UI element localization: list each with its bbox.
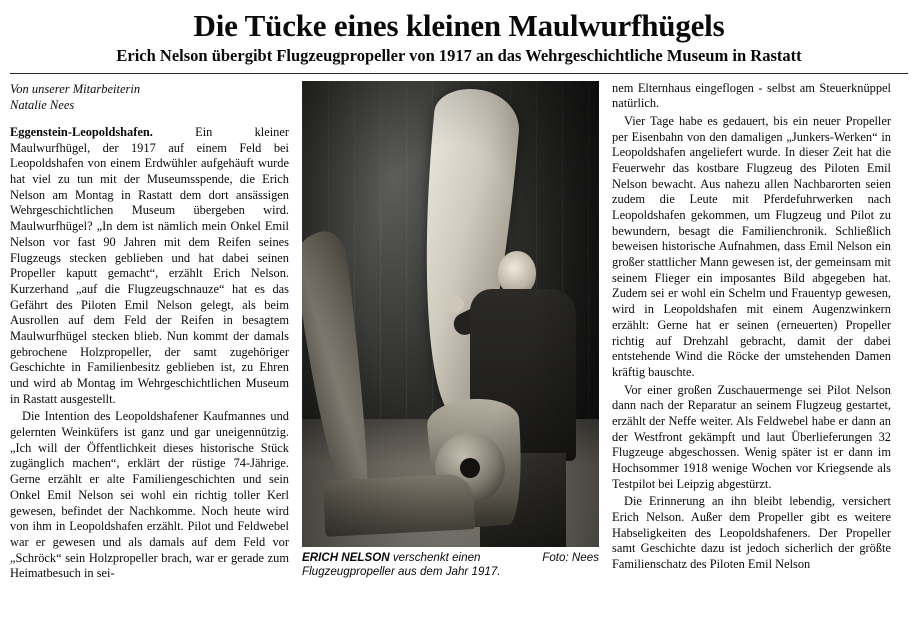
photo-vignette: [302, 81, 599, 547]
paragraph-text: Ein kleiner Maulwurfhügel, der 1917 auf einem Feld bei Leopoldshafen von einem Erdwühler aufgehäuft wurde hat viel zu tun mit der Museumsspende, die Erich Nelson am Montag in Rastatt dem dort ansässigen Wehrgeschichtlichen Museum übergeben wird. Maulwurfhügel? „In dem ist nämlich mein Onkel Emil Nelson vor fast 90 Jahren mit dem Reifen seines Flugzeugs stecken geblieben und hat dabei seinen Propeller kaputt gemacht“, erzählt Erich Nelson. Kurzerhand „auf die Flugzeugschnauze“ hat es das Gefährt des Piloten Emil Nelson gelegt, als beim Ausrollen auf dem Feld der Reifen in besagtem Maulwurfhügel stecken blieb. Nun kommt der damals gebrochene Holzpropeller, der samt zugehöriger Geschichte in Familienbesitz geblieben ist, zu Ehren und wird ab Montag im Wehrgeschichtlichen Museum in Rastatt ausgestellt.: [10, 125, 289, 406]
paragraph: Die Intention des Leopoldshafener Kaufmannes und gelernten Weinküfers ist ganz und gar uneigennützig. „Ich will der Öffentlichkeit dieses historische Stück zugänglich machen“, erklärt der rüstige 74-Jährige. Gerne erzählt er alte Familiengeschichten und sein Onkel Emil Nelson sei wohl ein richtig toller Kerl gewesen, befindet der Nachkomme. Noch heute wird von ihm in Leopoldshafen erzählt. Pilot und Feldwebel war er gewesen und als damals auf dem Feld vor „Schröck“ sein Holzpropeller brach, war er gerade zum Heimatbesuch in sei-: [10, 409, 289, 581]
paragraph: Vor einer großen Zuschauermenge sei Pilot Nelson dann nach der Reparatur an seinem Flugzeug gestartet, erzählt der Neffe weiter. Als Feldwebel habe er dann an der Westfront gekämpft und laut Überlieferungen 32 Flugzeuge abgeschossen. Wenig später ist er dann im Hochsommer 1918 wenige Wochen vor Kriegsende als Testpilot bei Leipzig abgestürzt.: [612, 382, 891, 491]
caption-subject: ERICH NELSON: [302, 550, 390, 564]
byline-line-2: Natalie Nees: [10, 97, 75, 112]
photo-caption: [302, 551, 599, 579]
paragraph: [10, 125, 289, 407]
byline-line-1: Von unserer Mitarbeiterin: [10, 81, 141, 96]
dateline: Eggenstein-Leopoldshafen.: [10, 125, 153, 140]
photo-wrap: [302, 81, 599, 579]
column-middle: [302, 81, 599, 579]
byline: [10, 81, 289, 114]
caption-text: verschenkt einen Flugzeugpropeller aus dem Jahr 1917.: [302, 550, 501, 578]
column-left: [10, 81, 289, 584]
paragraph: Die Erinnerung an ihn bleibt lebendig, versichert Erich Nelson. Außer dem Propeller gibt es weitere Habseligkeiten des Leopoldshafeners. Der Propeller samt Geschichte dazu ist jedoch sicherlich der größte Familienschatz des Piloten Emil Nelson: [612, 494, 891, 572]
article-subhead: Erich Nelson übergibt Flugzeugpropeller von 1917 an das Wehrgeschichtliche Museum in Rastatt: [116, 45, 802, 65]
column-right: [612, 81, 891, 575]
divider: [10, 73, 908, 74]
page-title: Die Tücke eines kleinen Maulwurfhügels: [193, 8, 725, 43]
article-photo: [302, 81, 599, 547]
paragraph: nem Elternhaus eingeflogen - selbst am Steuerknüppel natürlich.: [612, 80, 891, 111]
paragraph: Vier Tage habe es gedauert, bis ein neuer Propeller per Eisenbahn von den damaligen „Junkers-Werken“ in Leopoldshafen angeliefert wurde. In dieser Zeit hat die Feuerwehr das kostbare Flugzeug des Piloten Emil Nelson bewacht. Aus nahezu allen Nachbarorten seien zudem die Leute mit Pferdefuhrwerken nach Leopoldshafen gekommen, um Flugzeug und Pilot zu bewundern, besagt die Familienchronik. Schließlich beweisen historische Aufnahmen, dass Emil Nelson ein großer stattlicher Mann gewesen ist, der gemeinsam mit seinem Flieger ein imposantes Bild abgegeben hat. Zudem sei er wohl ein Schelm und Frauentyp gewesen, wird in Leopoldshafen mit einem Augenzwinkern erzählt: Gerne hat er seinen (erneuerten) Propeller richtig auf Drehzahl gebracht, damit der dabei entstehende Wind die Röcke der umstehenden Damen kräftig bauschte.: [612, 113, 891, 379]
article-columns: [10, 81, 908, 584]
photo-credit: Foto: Nees: [542, 550, 599, 564]
